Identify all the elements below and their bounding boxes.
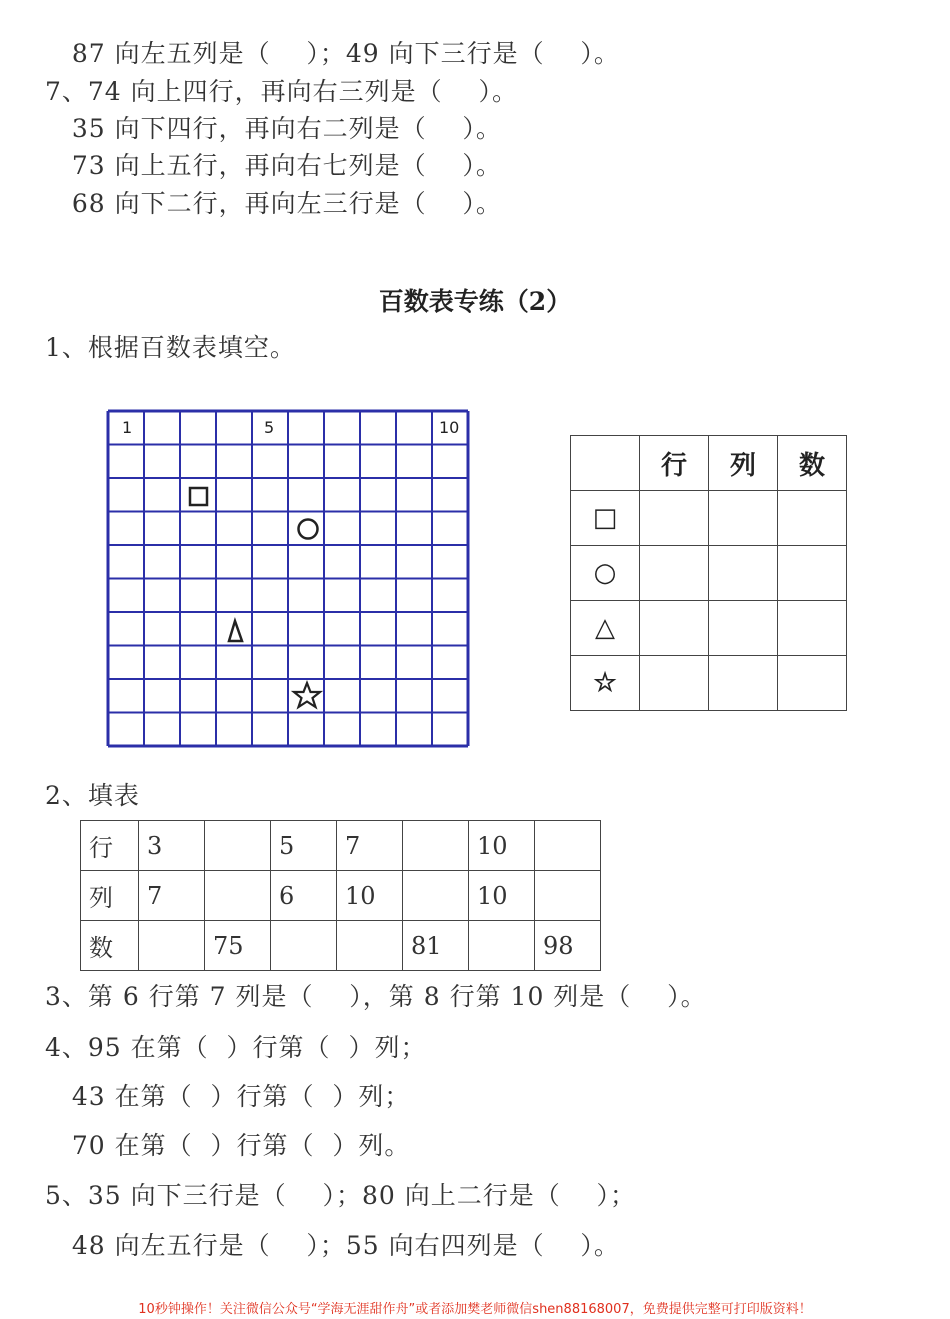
answer-cell[interactable] — [640, 491, 709, 546]
answer-cell[interactable] — [778, 601, 847, 656]
table-cell: 7 — [139, 871, 205, 921]
table-cell: 3 — [139, 821, 205, 871]
table-cell[interactable] — [205, 871, 271, 921]
circle-shape — [299, 520, 318, 539]
table-row — [81, 871, 601, 921]
table-row — [571, 546, 847, 601]
grid-label-10: 10 — [439, 418, 460, 437]
answer-cell[interactable] — [709, 656, 778, 711]
table-cell: 7 — [337, 821, 403, 871]
answer-cell[interactable] — [778, 656, 847, 711]
row-header: 行 — [81, 821, 139, 871]
answer-cell[interactable] — [778, 546, 847, 601]
table-cell: 10 — [337, 871, 403, 921]
grid-label-1: 1 — [122, 418, 133, 437]
answer-table — [570, 435, 847, 711]
header-cell: 数 — [778, 436, 847, 491]
triangle-icon: △ — [571, 601, 640, 656]
row-header: 数 — [81, 921, 139, 971]
table-row — [81, 921, 601, 971]
question-5: 5、35 向下三行是（ ）；80 向上二行是（ ）； — [45, 1181, 636, 1210]
fill-table — [80, 820, 601, 971]
table-cell[interactable] — [469, 921, 535, 971]
question-line: 73 向上五行，再向右七列是（ ）。 — [45, 151, 502, 180]
hundred-grid — [106, 409, 472, 749]
square-icon: □ — [571, 491, 640, 546]
table-row — [571, 601, 847, 656]
question-1: 1、根据百数表填空。 — [45, 333, 296, 362]
star-shape — [294, 683, 320, 707]
answer-cell[interactable] — [640, 656, 709, 711]
table-cell: 81 — [403, 921, 469, 971]
question-line: 7、74 向上四行，再向右三列是（ ）。 — [45, 77, 518, 106]
header-cell: 列 — [709, 436, 778, 491]
table-row — [571, 436, 847, 491]
table-cell: 10 — [469, 821, 535, 871]
question-3: 3、第 6 行第 7 列是（ ），第 8 行第 10 列是（ ）。 — [45, 982, 707, 1011]
question-line: 35 向下四行，再向右二列是（ ）。 — [45, 114, 502, 143]
answer-cell[interactable] — [640, 546, 709, 601]
table-cell: 98 — [535, 921, 601, 971]
question-line: 70 在第（ ）行第（ ）列。 — [45, 1131, 411, 1160]
question-line: 43 在第（ ）行第（ ）列； — [45, 1082, 411, 1111]
answer-cell[interactable] — [640, 601, 709, 656]
table-row — [81, 821, 601, 871]
header-cell: 行 — [640, 436, 709, 491]
table-row — [571, 656, 847, 711]
circle-icon: ○ — [571, 546, 640, 601]
table-cell: 5 — [271, 821, 337, 871]
answer-cell[interactable] — [709, 546, 778, 601]
grid-label-5: 5 — [264, 418, 275, 437]
answer-cell[interactable] — [709, 491, 778, 546]
triangle-shape — [229, 621, 242, 641]
table-cell[interactable] — [205, 821, 271, 871]
table-cell[interactable] — [535, 871, 601, 921]
question-line: 68 向下二行，再向左三行是（ ）。 — [45, 189, 502, 218]
answer-cell[interactable] — [778, 491, 847, 546]
question-line: 87 向左五列是（ ）；49 向下三行是（ ）。 — [45, 39, 620, 68]
question-line: 48 向左五行是（ ）；55 向右四列是（ ）。 — [45, 1231, 620, 1260]
table-cell: 10 — [469, 871, 535, 921]
table-cell[interactable] — [403, 821, 469, 871]
table-row — [571, 491, 847, 546]
question-4: 4、95 在第（ ）行第（ ）列； — [45, 1033, 427, 1062]
table-cell[interactable] — [271, 921, 337, 971]
grid-lines — [108, 411, 468, 746]
footer-note: 10秒钟操作！关注微信公众号“学海无涯甜作舟”或者添加樊老师微信shen88168007，免费提供完整可打印版资料！ — [138, 1302, 812, 1317]
table-cell[interactable] — [337, 921, 403, 971]
table-cell[interactable] — [139, 921, 205, 971]
page-title: 百数表专练（2） — [378, 287, 572, 316]
header-cell — [571, 436, 640, 491]
table-cell: 75 — [205, 921, 271, 971]
square-shape — [190, 488, 207, 505]
row-header: 列 — [81, 871, 139, 921]
table-cell[interactable] — [403, 871, 469, 921]
question-2: 2、填表 — [45, 781, 140, 810]
table-cell: 6 — [271, 871, 337, 921]
star-icon: ☆ — [571, 656, 640, 711]
table-cell[interactable] — [535, 821, 601, 871]
answer-cell[interactable] — [709, 601, 778, 656]
